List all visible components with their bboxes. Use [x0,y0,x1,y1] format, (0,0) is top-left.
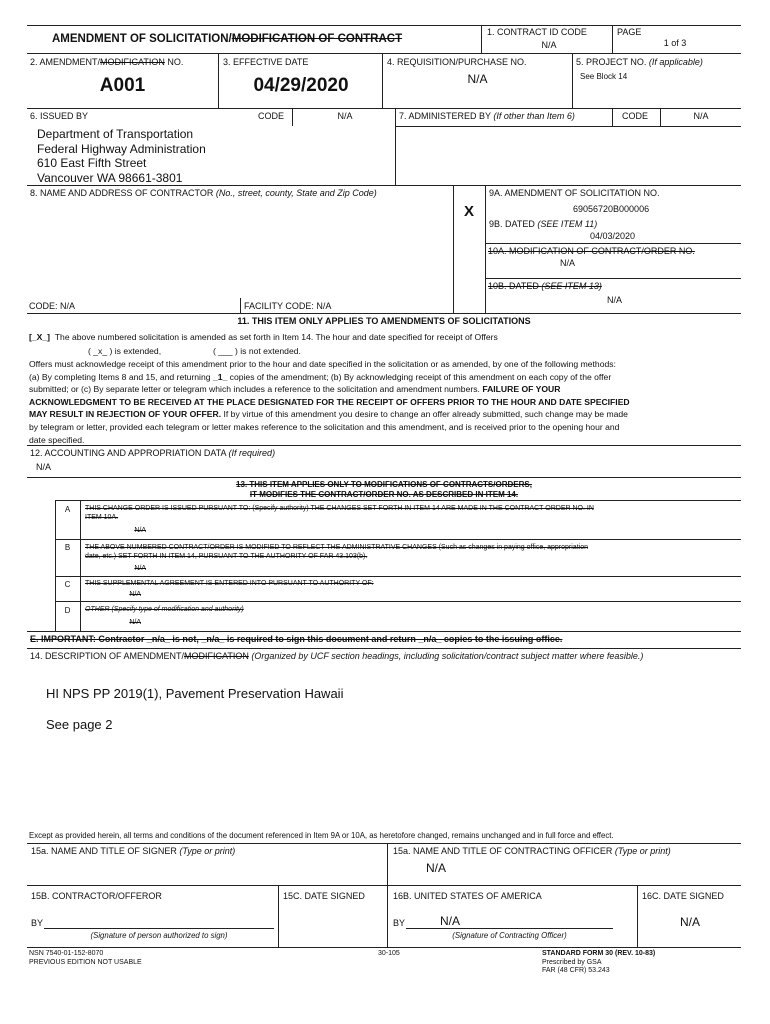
item-9b-value: 04/03/2020 [590,231,636,241]
rule [27,53,741,54]
item-10a-value: N/A [560,258,576,268]
rule [27,885,741,886]
address-line: Vancouver WA 98661-3801 [37,170,183,185]
rule [612,108,613,126]
rule [55,539,741,540]
rule [485,278,741,279]
item-10b-label: 10B. DATED (SEE ITEM 13) [488,281,602,291]
item-13-text-a: THIS CHANGE ORDER IS ISSUED PURSUANT TO: (Specify authority) THE CHANGES SET FORTH IN ITEM 14 ARE MADE IN THE CONTRACT ORDER NO. IN ITEM 10A. [85,505,594,521]
rule [382,53,383,108]
contractor-signature-caption: (Signature of person authorized to sign) [90,931,228,940]
item-15c-label: 15C. DATE SIGNED [283,891,365,901]
rule [660,108,661,126]
project-no-label: 5. PROJECT NO. (If applicable) [576,57,703,67]
form-title: AMENDMENT OF SOLICITATION/MODIFICATION OF CONTRACT [52,33,403,45]
item-13-letter-b: B [64,543,71,552]
issued-by-address [37,127,206,185]
rule [453,185,454,313]
rule [27,313,741,314]
previous-edition-note: PREVIOUS EDITION NOT USABLE [29,958,142,966]
rule [485,185,486,313]
rule [27,108,741,109]
rule [27,25,741,26]
amendment-no-label: 2. AMENDMENT/MODIFICATION NO. [30,57,184,67]
item-12-value: N/A [36,462,52,472]
important-notice: E. IMPORTANT: Contractor _n/a_ is not, _n/a_ is required to sign this document and return _n/a_ copies to the issuing office. [30,634,563,644]
project-no-value: See Block 14 [580,72,628,81]
issued-code-value: N/A [337,111,353,121]
nsn-block [29,950,142,967]
item-16b-label: 16B. UNITED STATES OF AMERICA [393,891,542,901]
admin-code-value: N/A [693,111,709,121]
amendment-no-value: A001 [99,75,146,96]
extended-option: ( _x_ ) is extended, [88,346,162,356]
rule [395,126,741,127]
contractor-code: CODE: N/A [29,301,76,311]
rule [27,947,741,948]
rule [612,25,613,53]
contractor-label: 8. NAME AND ADDRESS OF CONTRACTOR (No., street, county, State and Zip Code) [30,188,377,198]
rule [278,885,279,947]
rule [27,477,741,478]
item-13-letter-a: A [64,505,71,514]
except-provided-text: Except as provided herein, all terms and conditions of the document referenced in Item 9A or 10A, as heretofore changed, remains unchanged and in full force and effect. [29,831,614,840]
item-11-line1: [_X_] The above numbered solicitation is amended as set forth in Item 14. The hour and date specified for receipt of Offers [29,332,498,342]
item-9b-label: 9B. DATED (SEE ITEM 11) [489,219,598,229]
form-center-code: 30-105 [378,950,400,957]
item-15b-label: 15B. CONTRACTOR/OFFEROR [31,891,162,901]
item-13-letter-c: C [64,580,71,589]
item-13-text-b: THE ABOVE NUMBERED CONTRACT/ORDER IS MODIFIED TO REFLECT THE ADMINISTRATIVE CHANGES (Such as changes in paying office, appropriation date, etc.) SET FORTH IN ITEM 14, PURSUANT TO THE AUTHORITY OF FAR 43.103(b). [85,544,588,560]
rule [481,25,482,53]
rule [55,601,741,602]
item-13-value-c: N/A [129,591,141,598]
item-11-instructions: Offers must acknowledge receipt of this amendment prior to the hour and date specified in the solicitation or as amended, by one of the following methods: (a) By completing Items 8 and 15, and returning _1_ copies of the amendment; (b) By acknowledging receipt of this amendment on each copy of the offer submitted; or (c) By separate letter or telegram which includes a reference to the solicitation and amendment numbers. FAILURE OF YOUR ACKNOWLEDGMENT TO BE RECEIVED AT THE PLACE DESIGNATED FOR THE RECEIPT OF OFFERS PRIOR TO THE HOUR AND DATE SPECIFIED MAY RESULT IN REJECTION OF YOUR OFFER. If by virtue of this amendment you desire to change an offer already submitted, such change may be made by telegram or letter, provided each telegram or letter makes reference to the solicitation and this amendment, and is received prior to the opening hour and date specified. [29,359,630,445]
item-16c-label: 16C. DATE SIGNED [642,891,724,901]
item-16a-label: 15a. NAME AND TITLE OF CONTRACTING OFFICER (Type or print) [393,846,671,856]
item-13-letter-d: D [64,606,71,615]
rule [27,648,741,649]
item-13-value-d: N/A [129,619,141,626]
rule [55,576,741,577]
facility-code: FACILITY CODE: N/A [244,301,332,311]
address-line: Department of Transportation [37,127,194,141]
item-11-heading: 11. THIS ITEM ONLY APPLIES TO AMENDMENTS OF SOLICITATIONS [237,316,531,326]
rule [395,108,396,185]
rule [572,53,573,108]
address-line: 610 East Fifth Street [37,156,147,170]
nsn-number: NSN 7540-01-152-8070 [29,950,104,957]
item-14-description-line1: HI NPS PP 2019(1), Pavement Preservation Hawaii [46,686,344,701]
far-reference: FAR (48 CFR) 53.243 [542,967,610,974]
standard-form-name: STANDARD FORM 30 (REV. 10-83) [542,950,656,957]
item-13-text-c: THIS SUPPLEMENTAL AGREEMENT IS ENTERED INTO PURSUANT TO AUTHORITY OF: [85,580,374,587]
officer-signature-caption: (Signature of Contracting Officer) [452,931,567,940]
contractor-signature-line[interactable] [44,928,274,929]
contract-id-label: 1. CONTRACT ID CODE [487,27,587,37]
effective-date-value: 04/29/2020 [253,75,349,96]
page-label: PAGE [617,27,642,37]
rule [387,843,388,947]
rule [485,243,741,244]
item-13-value-b: N/A [134,565,146,572]
rule [27,631,741,632]
rule [27,843,741,844]
item-9a-value: 69056720B000006 [573,204,650,214]
rule [240,298,241,313]
address-line: Federal Highway Administration [37,141,206,156]
officer-by-label: BY [393,918,406,928]
rule [218,53,219,108]
rule [27,185,741,186]
item-9a-label: 9A. AMENDMENT OF SOLICITATION NO. [489,188,660,198]
requisition-label: 4. REQUISITION/PURCHASE NO. [387,57,527,67]
item-15a-label: 15a. NAME AND TITLE OF SIGNER (Type or print) [31,846,236,856]
contract-id-value: N/A [541,40,557,50]
standard-form-block [542,950,655,976]
prescribed-by: Prescribed by GSA [542,958,602,966]
requisition-value: N/A [467,72,488,86]
admin-code-label: CODE [622,111,649,121]
item-10b-value: N/A [607,295,623,305]
date-signed-16c-value: N/A [679,915,700,929]
rule [55,500,741,501]
issued-code-label: CODE [258,111,285,121]
issued-by-label: 6. ISSUED BY [30,111,89,121]
item-11-checkbox: [_X_] [29,332,51,342]
rule [80,500,81,631]
administered-by-label: 7. ADMINISTERED BY (If other than Item 6) [399,111,575,121]
rule [292,108,293,126]
contracting-officer-name: N/A [426,861,447,875]
rule [637,885,638,947]
not-extended-option: ( ___ ) is not extended. [213,346,301,356]
item-12-label: 12. ACCOUNTING AND APPROPRIATION DATA (If required) [30,448,276,458]
officer-signature-value: N/A [440,914,461,928]
page-value: 1 of 3 [663,38,687,48]
contractor-by-label: BY [31,918,44,928]
item-10a-label: 10A. MODIFICATION OF CONTRACT/ORDER NO. [488,246,695,256]
item-13-text-d: OTHER (Specify type of modification and authority) [85,606,244,613]
effective-date-label: 3. EFFECTIVE DATE [223,57,309,67]
item-14-description-line2: See page 2 [46,717,113,732]
item-13-value-a: N/A [134,527,146,534]
item-14-label: 14. DESCRIPTION OF AMENDMENT/MODIFICATION (Organized by UCF section headings, including solicitation/contract subject matter where feasible.) [30,651,644,661]
officer-signature-line[interactable] [406,928,613,929]
solicitation-check-mark: X [463,203,474,220]
item-13-heading: 13. THIS ITEM APPLIES ONLY TO MODIFICATIONS OF CONTRACTS/ORDERS, IT MODIFIES THE CONTRACT/ORDER NO. AS DESCRIBED IN ITEM 14. [236,480,532,499]
